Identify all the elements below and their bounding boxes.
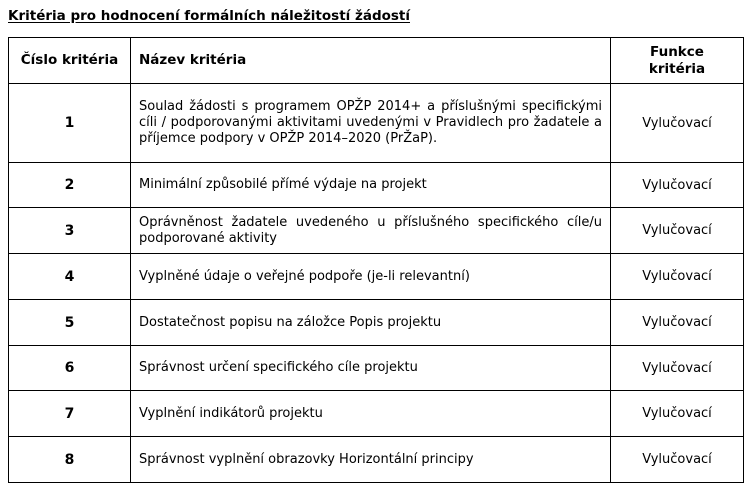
criterion-function: Vylučovací [611, 208, 744, 254]
table-row [9, 208, 744, 254]
criterion-name: Správnost určení specifického cíle projektu [131, 346, 611, 391]
table-header-row [9, 38, 744, 84]
criterion-function: Vylučovací [611, 84, 744, 163]
criterion-function: Vylučovací [611, 163, 744, 208]
criterion-number: 7 [9, 391, 131, 437]
table-row [9, 163, 744, 208]
criterion-name: Vyplněné údaje o veřejné podpoře (je-li relevantní) [131, 254, 611, 300]
criterion-name: Správnost vyplnění obrazovky Horizontální principy [131, 437, 611, 483]
table-row [9, 84, 744, 163]
criterion-function: Vylučovací [611, 254, 744, 300]
criterion-number: 3 [9, 208, 131, 254]
document-heading: Kritéria pro hodnocení formálních náležitostí žádostí [8, 8, 410, 24]
criterion-name: Oprávněnost žadatele uvedeného u příslušného specifického cíle/u podporované aktivity [131, 208, 611, 254]
criterion-name: Vyplnění indikátorů projektu [131, 391, 611, 437]
criterion-number: 1 [9, 84, 131, 163]
criterion-function: Vylučovací [611, 300, 744, 346]
column-header-function-line1: Funkce [650, 43, 704, 60]
criterion-name: Dostatečnost popisu na záložce Popis projektu [131, 300, 611, 346]
column-header-function [611, 38, 744, 84]
column-header-number: Číslo kritéria [9, 38, 131, 84]
criterion-name: Soulad žádosti s programem OPŽP 2014+ a příslušnými specifickými cíli / podporovanými aktivitami uvedenými v Pravidlech pro žadatele a příjemce podpory v OPŽP 2014–2020 (PrŽaP). [131, 84, 611, 163]
table-row [9, 300, 744, 346]
criterion-function: Vylučovací [611, 437, 744, 483]
column-header-name: Název kritéria [131, 38, 611, 84]
table-row [9, 346, 744, 391]
column-header-function-line2: kritéria [648, 60, 706, 77]
criterion-number: 5 [9, 300, 131, 346]
criterion-number: 4 [9, 254, 131, 300]
criterion-name: Minimální způsobilé přímé výdaje na projekt [131, 163, 611, 208]
criterion-number: 6 [9, 346, 131, 391]
criteria-table [8, 37, 744, 483]
criterion-number: 8 [9, 437, 131, 483]
table-row [9, 254, 744, 300]
criterion-function: Vylučovací [611, 346, 744, 391]
criterion-number: 2 [9, 163, 131, 208]
table-row [9, 391, 744, 437]
table-row [9, 437, 744, 483]
criterion-function: Vylučovací [611, 391, 744, 437]
